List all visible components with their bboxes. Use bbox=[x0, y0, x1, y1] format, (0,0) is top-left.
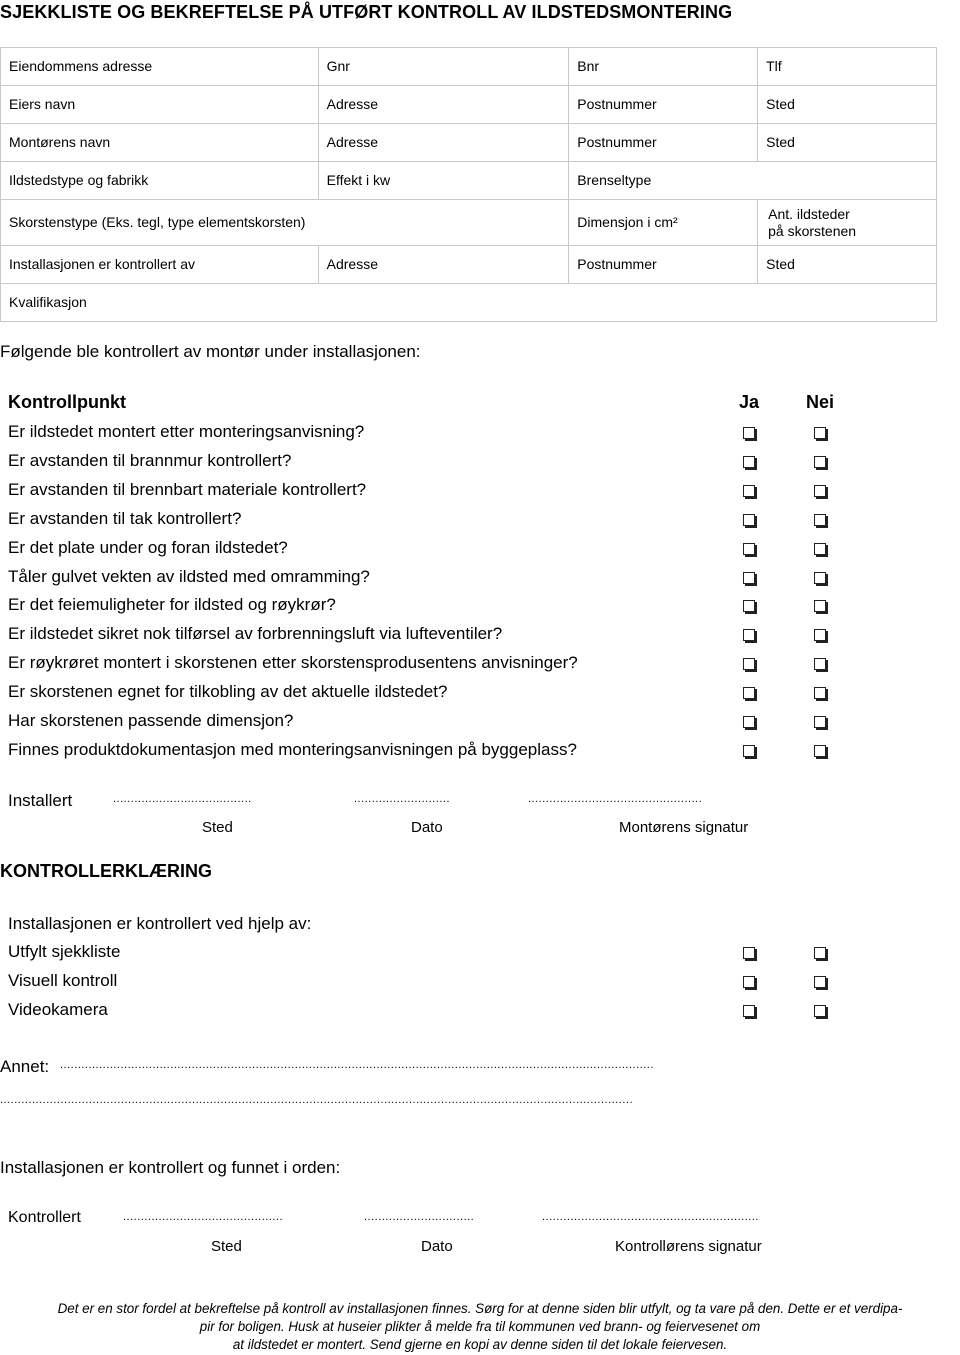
checkbox-no[interactable] bbox=[814, 1005, 826, 1017]
installer-address-field[interactable]: Adresse bbox=[318, 124, 569, 162]
info-row-property bbox=[1, 48, 937, 86]
footer-line-3: at ildstedet er montert. Send gjerne en kopi av denne siden til det lokale feiervesen. bbox=[232, 1337, 728, 1352]
checkbox-yes[interactable] bbox=[743, 629, 755, 641]
checkbox-no[interactable] bbox=[814, 976, 826, 988]
installed-date-line[interactable]: ........................... bbox=[354, 793, 451, 805]
footer-note bbox=[0, 1300, 960, 1354]
checkbox-yes[interactable] bbox=[743, 427, 755, 439]
installed-signature-label: Montørens signatur bbox=[619, 819, 749, 836]
gnr-field[interactable]: Gnr bbox=[318, 48, 569, 86]
owner-name-field[interactable]: Eiers navn bbox=[1, 86, 319, 124]
checklist-item: Er det feiemuligheter for ildsted og røykrør? bbox=[8, 595, 336, 614]
checkbox-yes[interactable] bbox=[743, 947, 755, 959]
installed-signature-line[interactable]: ................................................. bbox=[528, 793, 703, 805]
checklist-item: Er avstanden til brennbart materiale kontrollert? bbox=[8, 480, 367, 499]
no-header: Nei bbox=[806, 392, 835, 412]
declaration-item: Videokamera bbox=[8, 1000, 108, 1019]
checkbox-no[interactable] bbox=[814, 514, 826, 526]
bnr-field[interactable]: Bnr bbox=[569, 48, 758, 86]
controlled-label: Kontrollert bbox=[8, 1209, 81, 1226]
footer-line-1: Det er en stor fordel at bekreftelse på kontroll av installasjonen finnes. Sørg for at denne siden blir utfylt, og ta vare på den. Dette er et verdipa- bbox=[57, 1301, 903, 1316]
stove-type-field[interactable]: Ildstedstype og fabrikk bbox=[1, 162, 319, 200]
stove-count-label-line2: på skorstenen bbox=[768, 223, 857, 239]
other-label: Annet: bbox=[0, 1057, 50, 1076]
effect-field[interactable]: Effekt i kw bbox=[318, 162, 569, 200]
checkbox-yes[interactable] bbox=[743, 543, 755, 555]
owner-place-field[interactable]: Sted bbox=[758, 86, 937, 124]
checkbox-no[interactable] bbox=[814, 629, 826, 641]
controlled-place-line[interactable]: ............................................. bbox=[123, 1211, 284, 1223]
info-table bbox=[0, 47, 937, 322]
checkbox-no[interactable] bbox=[814, 485, 826, 497]
checkbox-yes[interactable] bbox=[743, 687, 755, 699]
checklist-header: Kontrollpunkt bbox=[8, 392, 126, 412]
page-title: SJEKKLISTE OG BEKREFTELSE PÅ UTFØRT KONTROLL AV ILDSTEDSMONTERING bbox=[0, 2, 733, 22]
checklist-item: Er avstanden til brannmur kontrollert? bbox=[8, 451, 292, 470]
qualification-field[interactable]: Kvalifikasjon bbox=[1, 284, 937, 322]
declaration-item: Utfylt sjekkliste bbox=[8, 942, 121, 961]
checkbox-yes[interactable] bbox=[743, 572, 755, 584]
checklist-item: Har skorstenen passende dimensjon? bbox=[8, 711, 294, 730]
installer-name-field[interactable]: Montørens navn bbox=[1, 124, 319, 162]
checkbox-yes[interactable] bbox=[743, 658, 755, 670]
checkbox-yes[interactable] bbox=[743, 456, 755, 468]
installed-place-line[interactable]: ....................................... bbox=[113, 793, 252, 805]
controlled-date-line[interactable]: ............................... bbox=[364, 1211, 475, 1223]
checkbox-yes[interactable] bbox=[743, 514, 755, 526]
controller-address-field[interactable]: Adresse bbox=[318, 246, 569, 284]
installer-postcode-field[interactable]: Postnummer bbox=[569, 124, 758, 162]
checkbox-yes[interactable] bbox=[743, 1005, 755, 1017]
checklist-item: Er røykrøret montert i skorstenen etter skorstensprodusentens anvisninger? bbox=[8, 653, 578, 672]
checkbox-yes[interactable] bbox=[743, 745, 755, 757]
checkbox-yes[interactable] bbox=[743, 485, 755, 497]
checkbox-no[interactable] bbox=[814, 745, 826, 757]
fuel-type-field[interactable]: Brenseltype bbox=[569, 162, 937, 200]
controlled-signature-label: Kontrollørens signatur bbox=[615, 1238, 762, 1255]
controller-place-field[interactable]: Sted bbox=[758, 246, 937, 284]
checkbox-no[interactable] bbox=[814, 716, 826, 728]
info-row-stove bbox=[1, 162, 937, 200]
controller-postcode-field[interactable]: Postnummer bbox=[569, 246, 758, 284]
checkbox-no[interactable] bbox=[814, 600, 826, 612]
checklist-item: Er avstanden til tak kontrollert? bbox=[8, 509, 242, 528]
controlled-place-label: Sted bbox=[211, 1238, 242, 1255]
checkbox-no[interactable] bbox=[814, 456, 826, 468]
checkbox-no[interactable] bbox=[814, 543, 826, 555]
stove-count-label-line1: Ant. ildsteder bbox=[768, 206, 850, 222]
declaration-heading: KONTROLLERKLÆRING bbox=[0, 861, 212, 881]
checkbox-yes[interactable] bbox=[743, 976, 755, 988]
info-row-owner bbox=[1, 86, 937, 124]
info-row-qualification bbox=[1, 284, 937, 322]
checklist-item: Tåler gulvet vekten av ildsted med omramming? bbox=[8, 567, 370, 586]
checklist-item: Er ildstedet sikret nok tilførsel av forbrenningsluft via lufteventiler? bbox=[8, 624, 503, 643]
installer-place-field[interactable]: Sted bbox=[758, 124, 937, 162]
installed-place-label: Sted bbox=[202, 819, 233, 836]
checkbox-no[interactable] bbox=[814, 687, 826, 699]
declaration-item: Visuell kontroll bbox=[8, 971, 118, 990]
phone-field[interactable]: Tlf bbox=[758, 48, 937, 86]
dimension-field[interactable]: Dimensjon i cm² bbox=[569, 200, 758, 246]
installed-date-label: Dato bbox=[411, 819, 443, 836]
checklist-item: Er ildstedet montert etter monteringsanvisning? bbox=[8, 422, 365, 441]
controlled-signature-line[interactable]: ............................................................. bbox=[542, 1211, 759, 1223]
checkbox-yes[interactable] bbox=[743, 716, 755, 728]
chimney-type-field[interactable]: Skorstenstype (Eks. tegl, type elementskorsten) bbox=[1, 200, 569, 246]
checkbox-yes[interactable] bbox=[743, 600, 755, 612]
controlled-date-label: Dato bbox=[421, 1238, 453, 1255]
checkbox-no[interactable] bbox=[814, 947, 826, 959]
footer-line-2: pir for boligen. Husk at huseier plikter å melde fra til kommunen ved brann- og feiervesenet om bbox=[199, 1319, 761, 1334]
checkbox-no[interactable] bbox=[814, 427, 826, 439]
other-line-2[interactable]: .................................................................................................................................................................................. bbox=[0, 1094, 633, 1106]
other-line-1[interactable]: ....................................................................................................................................................................... bbox=[60, 1059, 654, 1071]
info-row-chimney bbox=[1, 200, 937, 246]
owner-postcode-field[interactable]: Postnummer bbox=[569, 86, 758, 124]
checkbox-no[interactable] bbox=[814, 658, 826, 670]
checklist-item: Er skorstenen egnet for tilkobling av det aktuelle ildstedet? bbox=[8, 682, 448, 701]
installed-label: Installert bbox=[8, 791, 73, 810]
checklist-item: Finnes produktdokumentasjon med monteringsanvisningen på byggeplass? bbox=[8, 740, 577, 759]
approved-text: Installasjonen er kontrollert og funnet i orden: bbox=[0, 1158, 341, 1177]
declaration-intro: Installasjonen er kontrollert ved hjelp av: bbox=[8, 914, 312, 933]
stove-count-field[interactable] bbox=[758, 200, 937, 246]
info-row-controller bbox=[1, 246, 937, 284]
checklist-item: Er det plate under og foran ildstedet? bbox=[8, 538, 288, 557]
checkbox-no[interactable] bbox=[814, 572, 826, 584]
controller-field[interactable]: Installasjonen er kontrollert av bbox=[1, 246, 319, 284]
yes-header: Ja bbox=[739, 392, 760, 412]
checked-intro: Følgende ble kontrollert av montør under installasjonen: bbox=[0, 342, 421, 361]
property-address-field[interactable]: Eiendommens adresse bbox=[1, 48, 319, 86]
owner-address-field[interactable]: Adresse bbox=[318, 86, 569, 124]
info-row-installer bbox=[1, 124, 937, 162]
